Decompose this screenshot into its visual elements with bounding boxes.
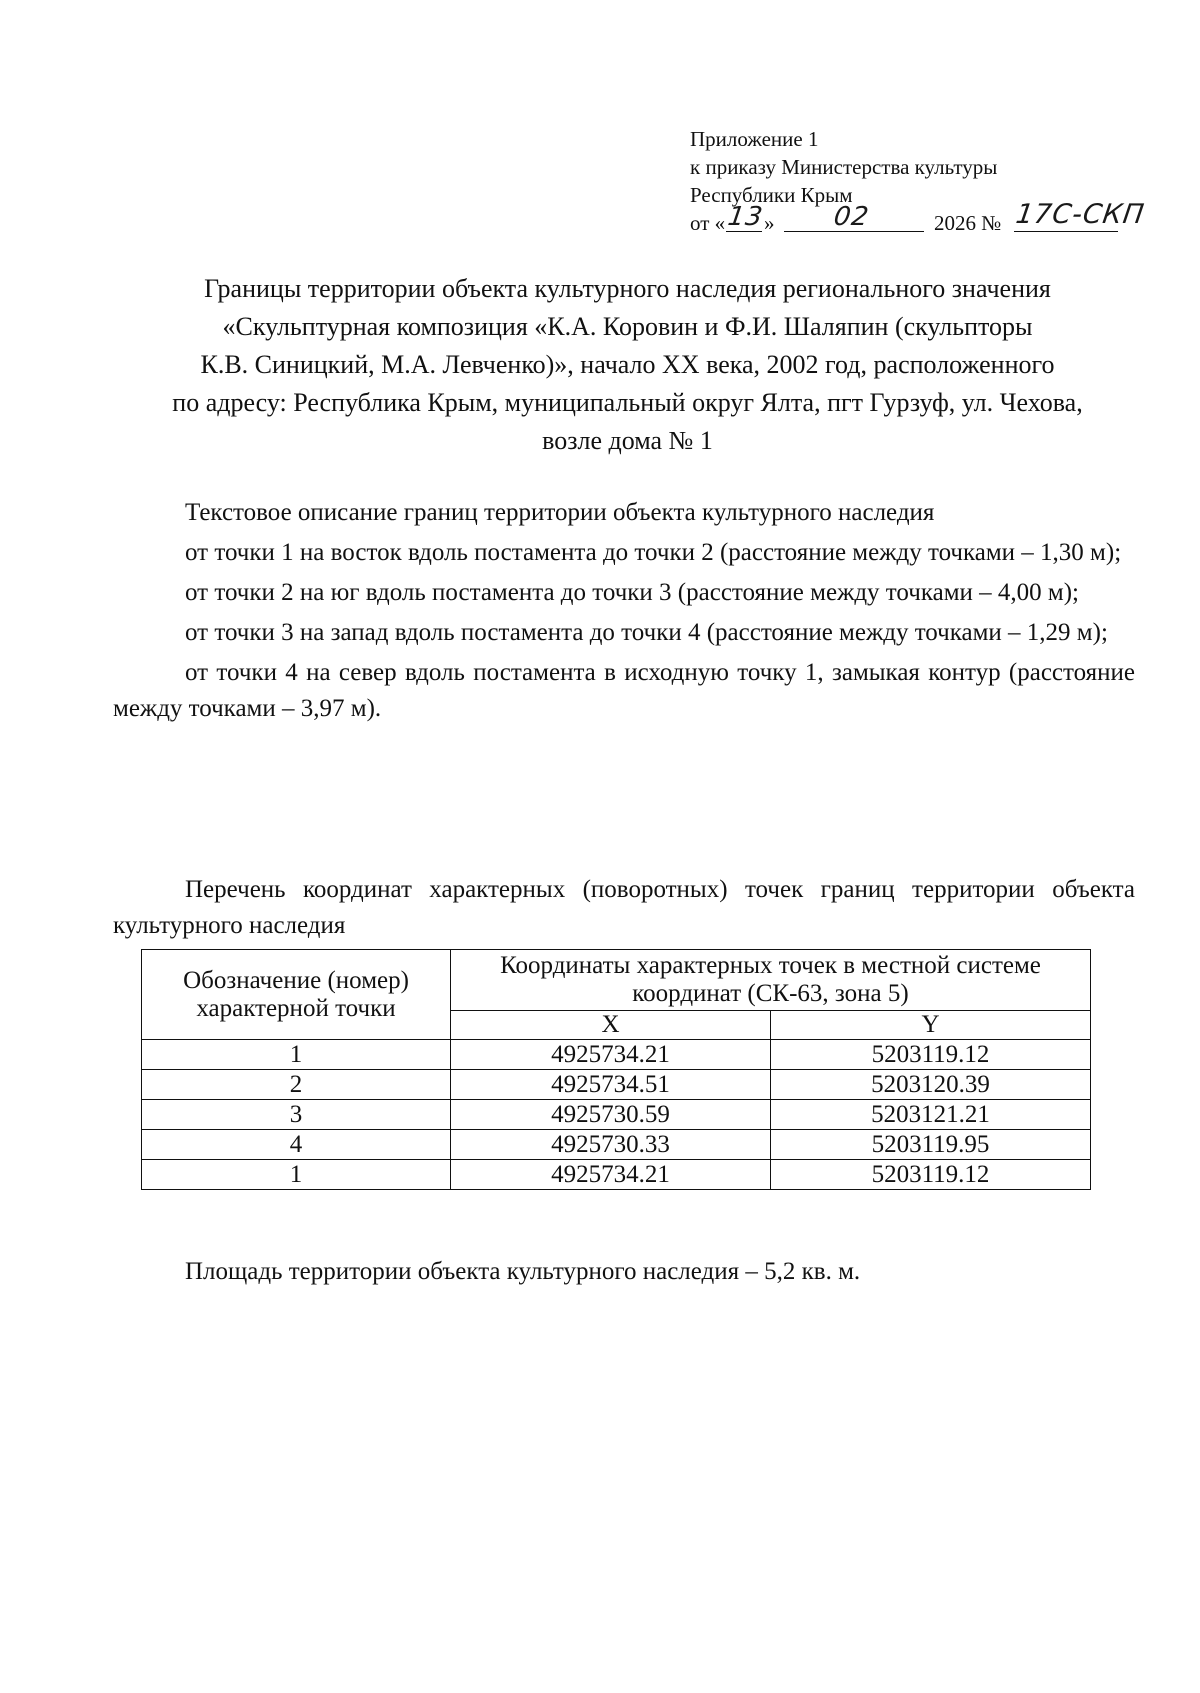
coord-y: 5203119.95 [770,1130,1090,1160]
appendix-republic: Республики Крым [690,183,853,207]
coord-x: 4925734.21 [451,1040,771,1070]
point-number: 1 [142,1040,451,1070]
column-header-point: Обозначение (номер) характерной точки [142,950,451,1040]
appendix-header [690,125,1147,237]
column-header-x: X [451,1011,771,1040]
coord-x: 4925734.51 [451,1070,771,1100]
point-number: 4 [142,1130,451,1160]
appendix-label: Приложение 1 [690,127,819,151]
date-quote-close: » [764,211,775,235]
coord-y: 5203119.12 [770,1160,1090,1190]
boundary-description [113,495,1135,731]
title-line: К.В. Синицкий, М.А. Левченко)», начало XX века, 2002 год, расположенного [200,350,1055,379]
description-paragraph: от точки 3 на запад вдоль постамента до точки 4 (расстояние между точками – 1,29 м); [185,619,1108,646]
description-heading: Текстовое описание границ территории объекта культурного наследия [185,499,935,526]
table-row [142,1100,1091,1130]
point-number: 3 [142,1100,451,1130]
coord-y: 5203120.39 [770,1070,1090,1100]
table-row [142,1130,1091,1160]
date-month-handwritten: 02 [831,202,872,232]
date-year: 2026 № [934,211,1002,235]
document-title [110,270,1145,460]
point-number: 1 [142,1160,451,1190]
coordinates-heading: Перечень координат характерных (поворотных) точек границ территории объекта культурного наследия [113,876,1135,939]
point-number: 2 [142,1070,451,1100]
title-line: «Скульптурная композиция «К.А. Коровин и Ф.И. Шаляпин (скульпторы [222,312,1033,341]
territory-area: Площадь территории объекта культурного наследия – 5,2 кв. м. [185,1258,861,1285]
title-line: Границы территории объекта культурного наследия регионального значения [204,274,1051,303]
coord-x: 4925734.21 [451,1160,771,1190]
order-number-handwritten: 17С-СКП [1013,199,1147,230]
date-prefix: от « [690,211,726,235]
table-row [142,1040,1091,1070]
description-paragraph: от точки 2 на юг вдоль постамента до точки 3 (расстояние между точками – 4,00 м); [185,579,1079,606]
date-day-handwritten: 13 [725,202,766,232]
description-paragraph: от точки 4 на север вдоль постамента в исходную точку 1, замыкая контур (расстояние между точками – 3,97 м). [113,659,1135,722]
title-line: по адресу: Республика Крым, муниципальный округ Ялта, пгт Гурзуф, ул. Чехова, [172,388,1083,417]
column-header-y: Y [770,1011,1090,1040]
coord-x: 4925730.59 [451,1100,771,1130]
coord-x: 4925730.33 [451,1130,771,1160]
description-paragraph: от точки 1 на восток вдоль постамента до точки 2 (расстояние между точками – 1,30 м); [185,539,1122,566]
coordinates-table [141,949,1091,1190]
table-row [142,1160,1091,1190]
coord-y: 5203119.12 [770,1040,1090,1070]
column-header-coordinates: Координаты характерных точек в местной системе координат (СК-63, зона 5) [451,950,1091,1011]
coord-y: 5203121.21 [770,1100,1090,1130]
table-row [142,1070,1091,1100]
title-line: возле дома № 1 [542,426,713,455]
order-date-line [690,199,1147,237]
appendix-order-ref: к приказу Министерства культуры [690,155,998,179]
